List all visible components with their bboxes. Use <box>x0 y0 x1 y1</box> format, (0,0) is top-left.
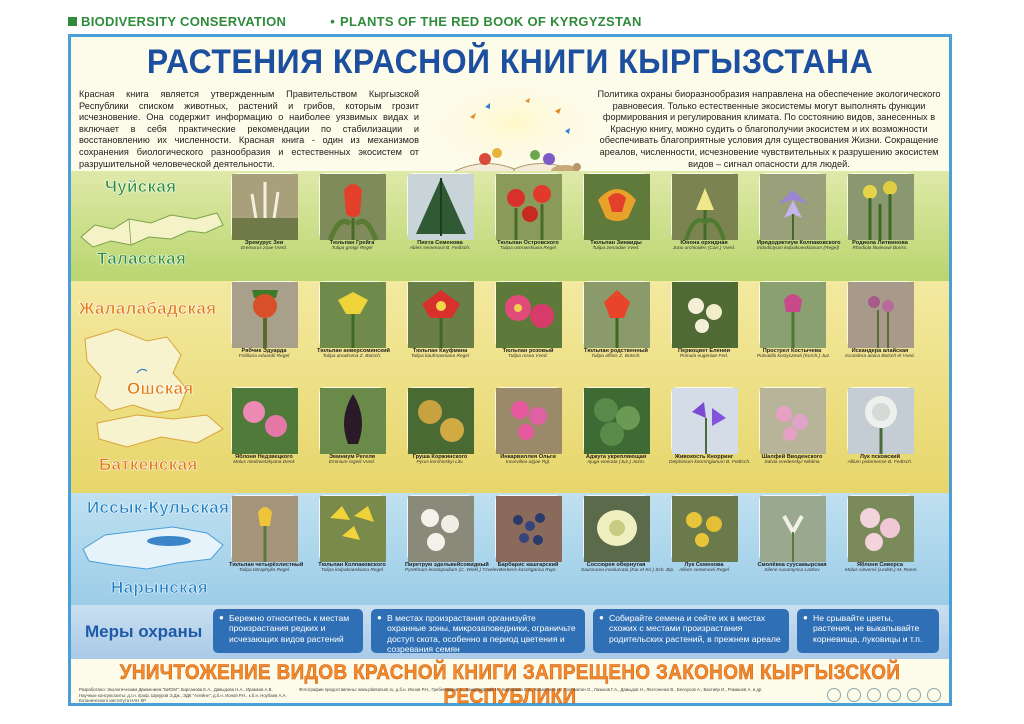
plant-card <box>581 281 651 359</box>
plant-latin: Fritillaria eduardii Regel <box>238 354 290 359</box>
partner-logo-icon <box>847 688 861 702</box>
plant-latin: Iridodictyum kolpakowskianum (Regel) <box>757 246 840 251</box>
plant-card <box>229 495 304 573</box>
region-label-jalalabad: Жалалабадская <box>79 299 217 318</box>
plant-card <box>581 173 651 251</box>
plant-latin: Tulipa rosea Vved. <box>508 354 548 359</box>
plant-card <box>845 173 915 251</box>
plant-photo <box>847 387 913 453</box>
plant-photo <box>407 387 473 453</box>
poster <box>68 34 952 706</box>
map-issykkul-naryn <box>77 519 227 575</box>
plant-card <box>405 495 499 573</box>
plant-photo <box>407 173 473 239</box>
plant-name: Тюльпан родственный <box>584 348 648 354</box>
plant-photo <box>847 281 913 347</box>
law-banner: УНИЧТОЖЕНИЕ ВИДОВ КРАСНОЙ КНИГИ ЗАПРЕЩЕНО ЗАКОНОМ КЫРГЫЗСКОЙ РЕСПУБЛИКИ <box>119 661 901 708</box>
plant-photo <box>847 173 913 239</box>
region-label-chui: Чуйская <box>105 177 177 196</box>
plant-name: Иридодиктиум Колпаковского <box>757 240 841 246</box>
plant-photo <box>583 173 649 239</box>
header-left-label: BIODIVERSITY CONSERVATION <box>81 13 287 29</box>
plant-photo <box>495 495 561 561</box>
plant-card <box>757 281 831 359</box>
plant-photo <box>583 387 649 453</box>
plant-name: Пихта Семенова <box>417 240 463 246</box>
plant-name: Пиретрум эдельвейсовидный <box>405 562 489 568</box>
plant-latin: Pulsatilla kostyczewii (Korsh.) Juz. <box>757 354 831 359</box>
plant-photo <box>495 387 561 453</box>
plant-name: Инкарвиллея Ольги <box>500 454 556 460</box>
plant-photo <box>583 281 649 347</box>
partner-logos <box>827 688 941 702</box>
plant-name: Аджуга укрепляющая <box>585 454 647 460</box>
region-label-naryn: Нарынская <box>111 578 208 597</box>
plant-name: Соссюрея обернутая <box>586 562 646 568</box>
partner-logo-icon <box>887 688 901 702</box>
measure-box <box>797 609 939 653</box>
plant-photo <box>759 173 825 239</box>
plant-name: Тюльпан Кауфмана <box>412 348 468 354</box>
plant-name: Яблоня Сиверса <box>856 562 904 568</box>
plant-card <box>229 281 299 359</box>
plant-latin: Allium semenovii Regel <box>679 568 729 573</box>
plant-card <box>757 387 827 465</box>
bullet-icon: ● <box>599 613 604 622</box>
plant-photo <box>231 281 297 347</box>
plant-photo <box>231 495 297 561</box>
plant-name: Родиола Литвинова <box>852 240 908 246</box>
plant-latin: Salvia vvedenskyi Nikitina <box>764 460 820 465</box>
plant-latin: Tulipa tetraphylla Regel <box>238 568 290 573</box>
plant-photo <box>319 387 385 453</box>
plant-card <box>669 173 739 251</box>
plant-latin: Silene susamyrica Lazkov <box>764 568 820 573</box>
plant-photo <box>671 387 737 453</box>
plant-name: Юнона орхидная <box>680 240 728 246</box>
plant-card <box>493 281 563 359</box>
partner-logo-icon <box>907 688 921 702</box>
region-label-issykkul: Иссык-Кульская <box>87 498 230 517</box>
intro-right-text: Политика охраны биоразнообразия направлена на обеспечение экологического равновесия. Только естественные экосистемы могут выполнять функции формирования и регулирования климата. По состоянию видов, занесенных в Красную книгу, можно судить о благополучии экосистем и их возможности обеспечивать благоприятные условия для существования Жизни. Сокращение ареалов, численности, исчезновение чувствительных к разрушению экосистем видов – сигнал опасности для людей. <box>597 89 941 169</box>
plant-photo <box>495 281 561 347</box>
plant-photo <box>407 495 473 561</box>
plant-name: Рябчик Эдуарда <box>241 348 287 354</box>
plant-photo <box>671 281 737 347</box>
bullet-icon: ● <box>377 613 382 622</box>
plant-card <box>669 495 739 573</box>
plant-name: Барбарис кашгарский <box>497 562 559 568</box>
plant-name: Шалфей Вводенского <box>761 454 823 460</box>
plant-latin: Rhodiola litwinowii Boriss. <box>852 246 908 251</box>
plant-card <box>845 281 915 359</box>
plant-card <box>493 495 563 573</box>
plant-name: Эминиум Регеля <box>328 454 376 460</box>
plant-latin: Primula eugeniae Fed. <box>679 354 729 359</box>
poster-title: РАСТЕНИЯ КРАСНОЙ КНИГИ КЫРГЫЗСТАНА <box>146 43 874 81</box>
plant-card <box>757 173 841 251</box>
plant-latin: Tulipa greigii Regel <box>331 246 373 251</box>
plant-photo <box>847 495 913 561</box>
plant-photo <box>231 387 297 453</box>
plant-latin: Malus sieversii (Ledeb.) M. Roem. <box>845 568 918 573</box>
partner-logo-icon <box>867 688 881 702</box>
plant-name: Прострел Костычева <box>762 348 822 354</box>
plant-card <box>493 387 563 465</box>
plant-name: Груша Коржинского <box>412 454 468 460</box>
bullet-icon: ● <box>803 613 808 622</box>
plant-name: Тюльпан Зинаиды <box>590 240 642 246</box>
plant-photo <box>495 173 561 239</box>
measure-text: Не срывайте цветы, растения, не выкапывайте корневища, луковицы и т.п. <box>813 613 923 644</box>
plant-card <box>229 173 299 251</box>
region-label-batken: Баткенская <box>99 455 198 474</box>
measure-box <box>593 609 789 653</box>
plant-card <box>581 387 651 465</box>
plant-card <box>669 387 751 465</box>
plant-name: Искандера алайская <box>851 348 909 354</box>
measure-box <box>213 609 363 653</box>
plant-name: Живокость Кнорринг <box>674 454 734 460</box>
plant-latin: Pyrethrum leontopodium (C. Winkl.) Tzvelev <box>405 568 499 573</box>
plant-latin: Juno orchioides (Carr.) Vved. <box>672 246 736 251</box>
header-right-label: PLANTS OF THE RED BOOK OF KYRGYZSTAN <box>340 13 642 29</box>
measure-text: Собирайте семена и сейте их в местах схожих с местами произрастания родительских растений, в прежнем ареале <box>609 613 781 644</box>
plant-card <box>317 495 387 573</box>
plant-latin: Ajuga vinerata (Juz.) Jozm. <box>586 460 646 465</box>
region-label-osh: Ошская <box>127 379 194 398</box>
plant-latin: Pyrus korshinskyi Litv. <box>416 460 464 465</box>
partner-logo-icon <box>827 688 841 702</box>
plant-latin: Saussurea involucrata (Kar.et Kir.) Sch. Bip. <box>581 568 675 573</box>
plant-card <box>581 495 675 573</box>
plant-card <box>229 387 299 465</box>
plant-photo <box>583 495 649 561</box>
plant-latin: Eremurus zoae Vved. <box>240 246 288 251</box>
credits-middle: Фотографии предоставлены: www.plantarium.ru, д.б.н. Ионов Р.Н., Гребенщиков А., Канцелярский Н., Кирсанова Е.А., Коваленко Н., Соломатин О., Лазьков Г.А., Давыдов Н., Лехтоненко В., Белоусов А., Бахтиёр И., Ромашев А. и др. <box>299 687 763 692</box>
plant-latin: Delphinium knorringianum B. Fedtsch. <box>669 460 751 465</box>
plant-latin: Iscandera alaica Botsch et Vved. <box>845 354 915 359</box>
plant-card <box>317 281 390 359</box>
plant-latin: Tulipa zenaidae Vved. <box>592 246 640 251</box>
plant-latin: Tulipa anadroma Z. Botsch. <box>322 354 382 359</box>
plant-card <box>405 387 475 465</box>
plant-latin: Incarvillea olgae Rgl. <box>505 460 551 465</box>
plant-card <box>317 387 387 465</box>
bullet-icon: ● <box>219 613 224 622</box>
credits-left: Разработано: Экологическим Движением "БИОМ": Кирсанова Е.А., Давыдова Н.А., Ирамков А.В. Научные консультанты: д.г.н. проф. Шукуров Э.Дж., ЭДК "Алейне"; д.б.н. Ионов Р.Н., к.б.н. Ноубаев А.А. Ботанического института НАН КР <box>79 687 287 704</box>
plant-name: Тюльпан анверсоминский <box>317 348 390 354</box>
plant-name: Тюльпан Колпаковского <box>318 562 386 568</box>
map-chui-talas <box>77 203 227 255</box>
plant-photo <box>759 387 825 453</box>
plant-name: Тюльпан Грейга <box>329 240 375 246</box>
plant-name: Эремурус Зеи <box>244 240 284 246</box>
plant-name: Смолёвка суусамырская <box>757 562 827 568</box>
plant-photo <box>319 495 385 561</box>
plant-card <box>845 387 915 465</box>
measure-text: Бережно относитесь к местам произрастания редких и исчезающих видов растений <box>229 613 350 644</box>
plant-name: Лук псковский <box>859 454 901 460</box>
plant-latin: Tulipa kaufmanniana Regel <box>410 354 470 359</box>
measure-box <box>371 609 585 653</box>
plant-latin: Eminium regelii Vved. <box>328 460 376 465</box>
plant-photo <box>319 173 385 239</box>
plant-photo <box>759 495 825 561</box>
plant-photo <box>319 281 385 347</box>
plant-card <box>757 495 827 573</box>
top-labels <box>68 12 956 30</box>
partner-logo-icon <box>927 688 941 702</box>
plant-name: Первоцвет Елении <box>677 348 731 354</box>
intro-left-text: Красная книга является утвержденным Правительством Кыргызской Республики списком животных, растений и грибов, которым грозит исчезновение. Она содержит информацию о наиболее уязвимых видах и включает в себя практические рекомендации по стабилизации и восстановлению их численности. Красная книга - один из механизмов сохранения биологического разнообразия и естественных экосистем от разрушительной человеческой деятельности. <box>79 89 419 169</box>
plant-latin: Berberis kaschgarica Rupr. <box>499 568 557 573</box>
plant-latin: Tulipa ostrowskiana Regel <box>500 246 556 251</box>
plant-latin: Abies semenovii B. Fedtsch. <box>409 246 471 251</box>
plant-latin: Tulipa affinis Z. Botsch. <box>591 354 641 359</box>
region-label-talas: Таласская <box>97 249 187 268</box>
measure-text: В местах произрастания организуйте охранные зоны, микрозаповедники, ограничьте доступ скота, особенно в период цветения и созревания семян <box>387 613 576 655</box>
bullet-dot-icon: • <box>330 13 336 29</box>
plant-latin: Allium pskemense B. Fedtsch. <box>847 460 913 465</box>
plant-name: Яблоня Недзвецкого <box>235 454 293 460</box>
plant-name: Тюльпан розовый <box>502 348 554 354</box>
plant-card <box>845 495 918 573</box>
plant-name: Лук Семенова <box>684 562 724 568</box>
plant-photo <box>759 281 825 347</box>
measures-title: Меры охраны <box>85 622 203 641</box>
plant-latin: Malus niedzwetzkyana Dieck <box>233 460 295 465</box>
plant-name: Тюльпан четырёхлистный <box>229 562 304 568</box>
green-square-icon <box>68 17 77 26</box>
plant-photo <box>671 495 737 561</box>
plant-name: Тюльпан Островского <box>497 240 559 246</box>
plant-card <box>405 173 475 251</box>
plant-card <box>317 173 387 251</box>
plant-card <box>405 281 475 359</box>
plant-photo <box>407 281 473 347</box>
plant-photo <box>231 173 297 239</box>
plant-card <box>493 173 563 251</box>
plant-latin: Tulipa kolpakowskiana Regel <box>321 568 383 573</box>
plant-photo <box>671 173 737 239</box>
plant-card <box>669 281 739 359</box>
